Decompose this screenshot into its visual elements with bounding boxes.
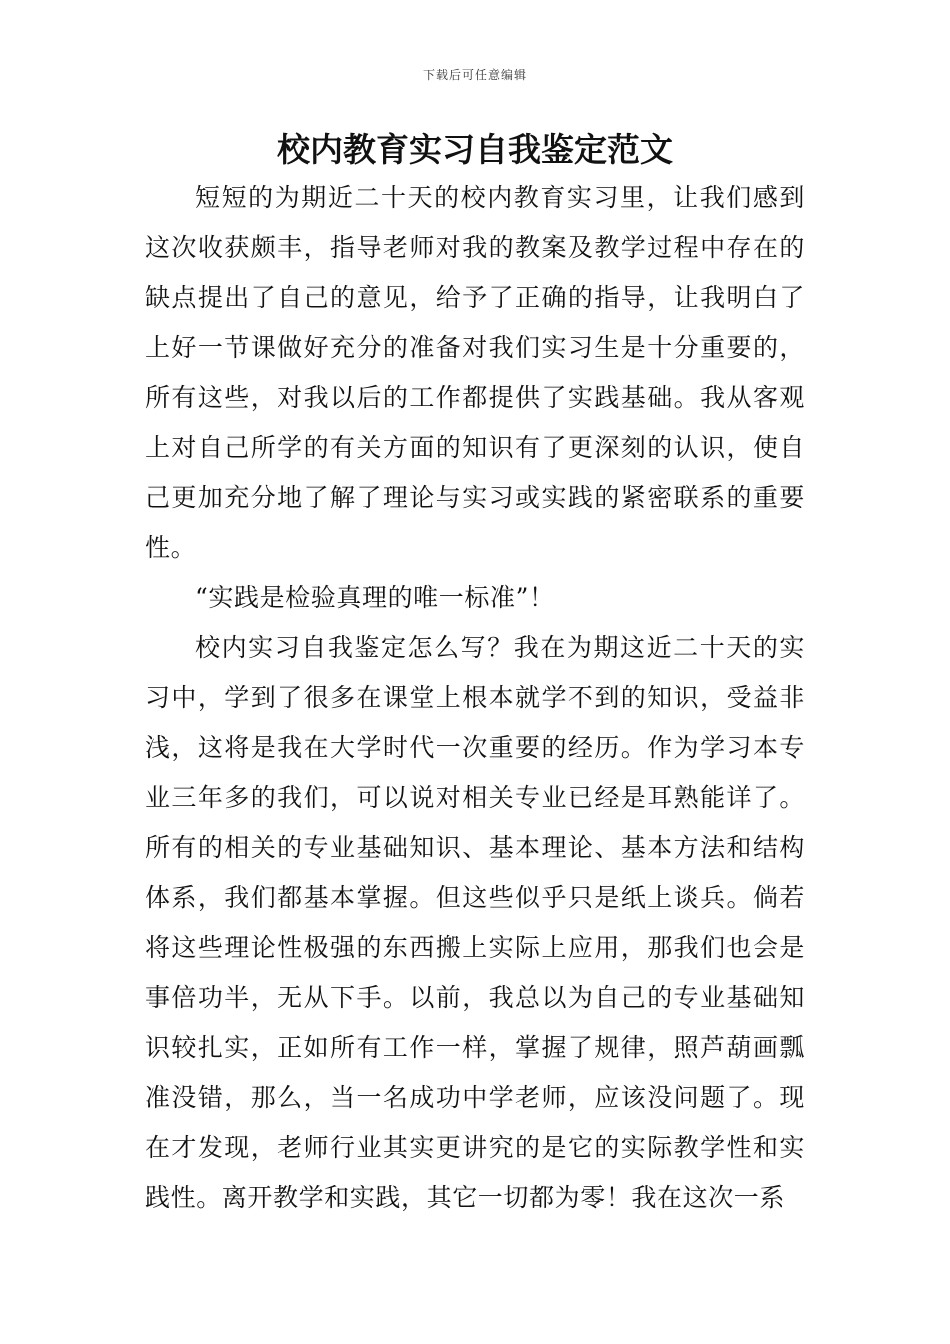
document-body (145, 173, 805, 1223)
document-title: 校内教育实习自我鉴定范文 (277, 130, 673, 169)
header-note: 下载后可任意编辑 (422, 68, 527, 82)
paragraph-3: 校内实习自我鉴定怎么写？我在为期这近二十天的实习中，学到了很多在课堂上根本就学不到的知识，受益非浅，这将是我在大学时代一次重要的经历。作为学习本专业三年多的我们，可以说对相关专业已经是耳熟能详了。所有的相关的专业基础知识、基本理论、基本方法和结构体系，我们都基本掌握。但这些似乎只是纸上谈兵。倘若将这些理论性极强的东西搬上实际上应用，那我们也会是事倍功半，无从下手。以前，我总以为自己的专业基础知识较扎实，正如所有工作一样，掌握了规律，照芦葫画瓢准没错，那么，当一名成功中学老师，应该没问题了。现在才发现，老师行业其实更讲究的是它的实际教学性和实践性。离开教学和实践，其它一切都为零！我在这次一系 (145, 633, 805, 1212)
paragraph-2: “实践是检验真理的唯一标准”！ (195, 583, 555, 612)
paragraph-1: 短短的为期近二十天的校内教育实习里，让我们感到这次收获颇丰，指导老师对我的教案及教学过程中存在的缺点提出了自己的意见，给予了正确的指导，让我明白了上好一节课做好充分的准备对我们实习生是十分重要的，所有这些，对我以后的工作都提供了实践基础。我从客观上对自己所学的有关方面的知识有了更深刻的认识，使自己更加充分地了解了理论与实习或实践的紧密联系的重要性。 (145, 183, 805, 562)
